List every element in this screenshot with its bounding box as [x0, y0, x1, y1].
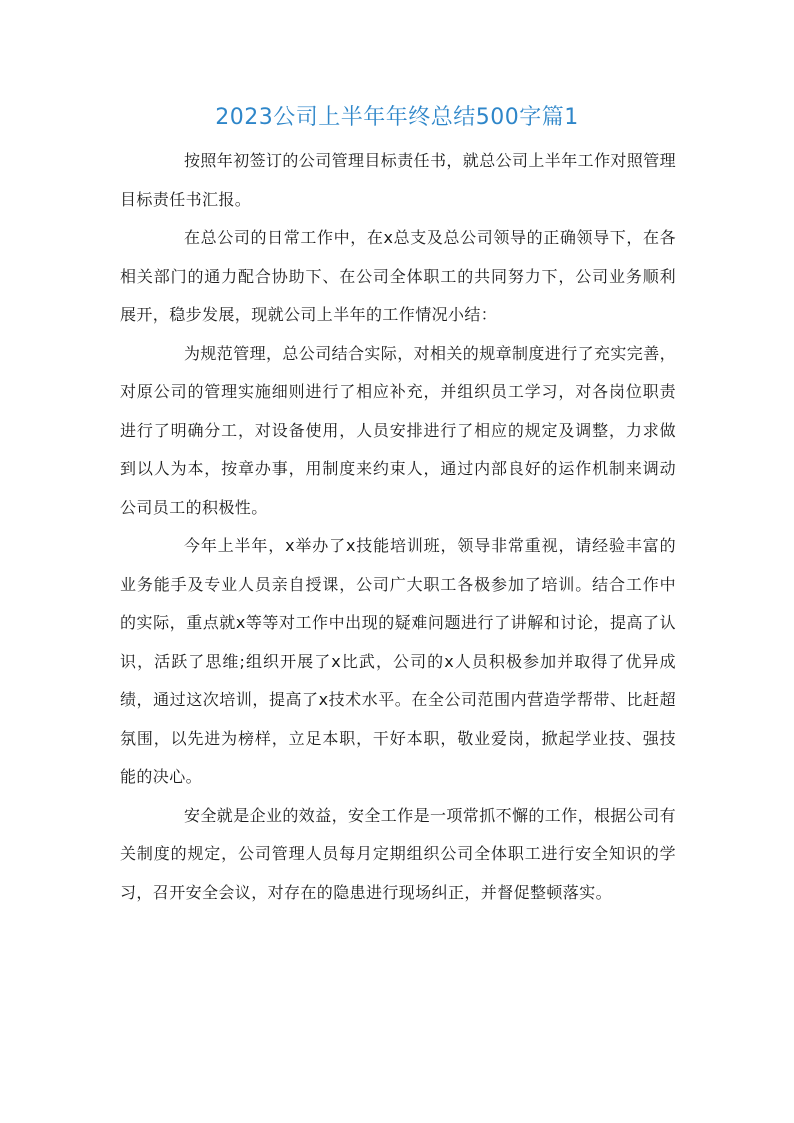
paragraph-overview: 在总公司的日常工作中，在x总支及总公司领导的正确领导下，在各相关部门的通力配合协助下、在公司全体职工的共同努力下，公司业务顺利展开，稳步发展，现就公司上半年的工作情况小结： — [120, 228, 676, 324]
paragraph-management: 为规范管理，总公司结合实际，对相关的规章制度进行了充实完善，对原公司的管理实施细则进行了相应补充，并组织员工学习，对各岗位职责进行了明确分工，对设备使用，人员安排进行了相应的规定及调整，力求做到以人为本，按章办事，用制度来约束人，通过内部良好的运作机制来调动公司员工的积极性。 — [120, 343, 677, 517]
paragraph-safety: 安全就是企业的效益，安全工作是一项常抓不懈的工作，根据公司有关制度的规定，公司管理人员每月定期组织公司全体职工进行安全知识的学习，召开安全会议，对存在的隐患进行现场纠正，并督促整顿落实。 — [120, 805, 677, 902]
paragraph-training: 今年上半年，x举办了x技能培训班，领导非常重视，请经验丰富的业务能手及专业人员亲自授课，公司广大职工各极参加了培训。结合工作中的实际，重点就x等等对工作中出现的疑难问题进行了讲解和讨论，提高了认识，活跃了思维;组织开展了x比武，公司的x人员积极参加并取得了优异成绩，通过这次培训，提高了x技术水平。在全公司范围内营造学帮带、比赶超氛围，以先进为榜样，立足本职，干好本职，敬业爱岗，掀起学业技、强技能的决心。 — [120, 536, 676, 786]
document-title: 2023公司上半年年终总结500字篇1 — [215, 105, 579, 130]
document-body — [120, 142, 676, 912]
paragraph-intro: 按照年初签订的公司管理目标责任书，就总公司上半年工作对照管理目标责任书汇报。 — [120, 151, 677, 209]
